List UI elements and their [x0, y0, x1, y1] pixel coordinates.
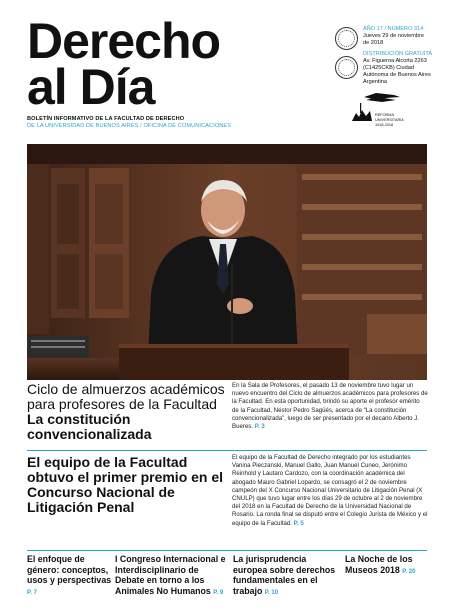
lead-headline-line2: convencionalizada: [27, 426, 152, 442]
centenary-line1: REFORMA: [375, 113, 394, 117]
centenary-text: [375, 113, 404, 128]
second-body-text: El equipo de la Facultad de Derecho integrado por los estudiantes Vanina Pieczanski, Manuel Gallo, Juan Manuel Cuneo, Jerónimo Reinhold y Lautaro Cardozo, con la coordinación académica del abogado Mauro Gabriel Lopardo, se consagró el 2 de noviembre campeón del X Concurso Nacional Universitario de Litigación Penal (X CNULP) que tuvo lugar entre los días 29 de octubre al 2 de noviembre del 2018 en la Facultad de Derecho de la Universidad Nacional de Rosario. La ronda final se disputó entre el Colegio Jurista de México y el equipo de la Facultad.: [232, 454, 428, 527]
masthead-title-line2: al Día: [27, 59, 155, 115]
section-divider: [27, 450, 427, 451]
address-line3: Autónoma de Buenos Aires: [363, 72, 431, 78]
second-story-body: [232, 454, 430, 528]
masthead-title: [27, 13, 221, 115]
lead-kicker-line1: Ciclo de almuerzos académicos: [27, 381, 225, 397]
lead-page-ref[interactable]: P. 3: [254, 423, 265, 431]
second-story-headline[interactable]: El equipo de la Facultad obtuvo el primer premio en el Concurso Nacional de Litigación Penal: [27, 454, 224, 515]
centenary-line2: UNIVERSITARIA: [375, 118, 404, 122]
masthead-title-line1: Derecho: [27, 13, 221, 69]
lead-headline-line1: La constitución: [27, 411, 131, 427]
masthead-tagline: [27, 116, 231, 130]
issue-date-line2: de 2018: [363, 40, 384, 46]
distribution-info: [363, 51, 432, 86]
address-line4: Argentina: [363, 79, 387, 85]
hero-photo: [27, 144, 427, 380]
university-seal-icon: [335, 27, 358, 50]
issue-info: [363, 26, 424, 47]
issue-number: AÑO 17 / NÚMERO 314: [363, 26, 424, 32]
address-line2: (C1425CKB) Ciudad: [363, 65, 414, 71]
teaser-item[interactable]: [27, 554, 113, 598]
teaser-title: La Noche de los Museos 2018: [345, 554, 413, 575]
lead-story-body: [232, 382, 428, 431]
teaser-title: I Congreso Internacional e Interdisciplinario de Debate en torno a los Animales No Humanos: [115, 554, 226, 596]
teaser-page-ref: P. 7: [27, 589, 37, 596]
teaser-page-ref: P. 10: [264, 589, 279, 596]
teaser-title: El enfoque de género: conceptos, usos y perspectivas: [27, 554, 112, 585]
teaser-title: La jurisprudencia europea sobre derechos fundamentales en el trabajo: [233, 554, 336, 596]
teaser-item[interactable]: [233, 554, 341, 598]
issue-date-line1: Jueves 29 de noviembre: [363, 33, 424, 39]
tagline-line2: DE LA UNIVERSIDAD DE BUENOS AIRES / OFICINA DE COMUNICACIONES: [27, 123, 232, 129]
centenary-line3: 1918-2018: [375, 123, 394, 127]
distribution-label: DISTRIBUCIÓN GRATUITA: [363, 51, 433, 57]
teaser-divider: [27, 550, 427, 551]
teaser-item[interactable]: [115, 554, 230, 598]
address-line1: Av. Figueroa Alcorta 2263: [363, 58, 427, 64]
lead-body-text: En la Sala de Profesores, el pasado 13 de noviembre tuvo lugar un nuevo encuentro del Ciclo de almuerzos académicos para profesores de la Facultad. En esta oportunidad, brindó su aporte el profesor emérito de la Facultad, Néstor Pedro Sagüés, acerca de “La constitución convencionalizada”, luego de ser presentado por el decano Alberto J. Bueres.: [232, 382, 428, 431]
faculty-seal-icon: [335, 56, 358, 79]
teaser-page-ref: P. 20: [402, 568, 416, 575]
tagline-line1: BOLETÍN INFORMATIVO DE LA FACULTAD DE DERECHO: [27, 116, 185, 122]
teaser-item[interactable]: [345, 554, 429, 577]
lead-kicker-line2: para profesores de la Facultad: [27, 396, 217, 412]
teaser-page-ref: P. 9: [213, 589, 224, 596]
second-page-ref[interactable]: P. 5: [293, 519, 304, 527]
lead-story-title[interactable]: [27, 382, 230, 442]
